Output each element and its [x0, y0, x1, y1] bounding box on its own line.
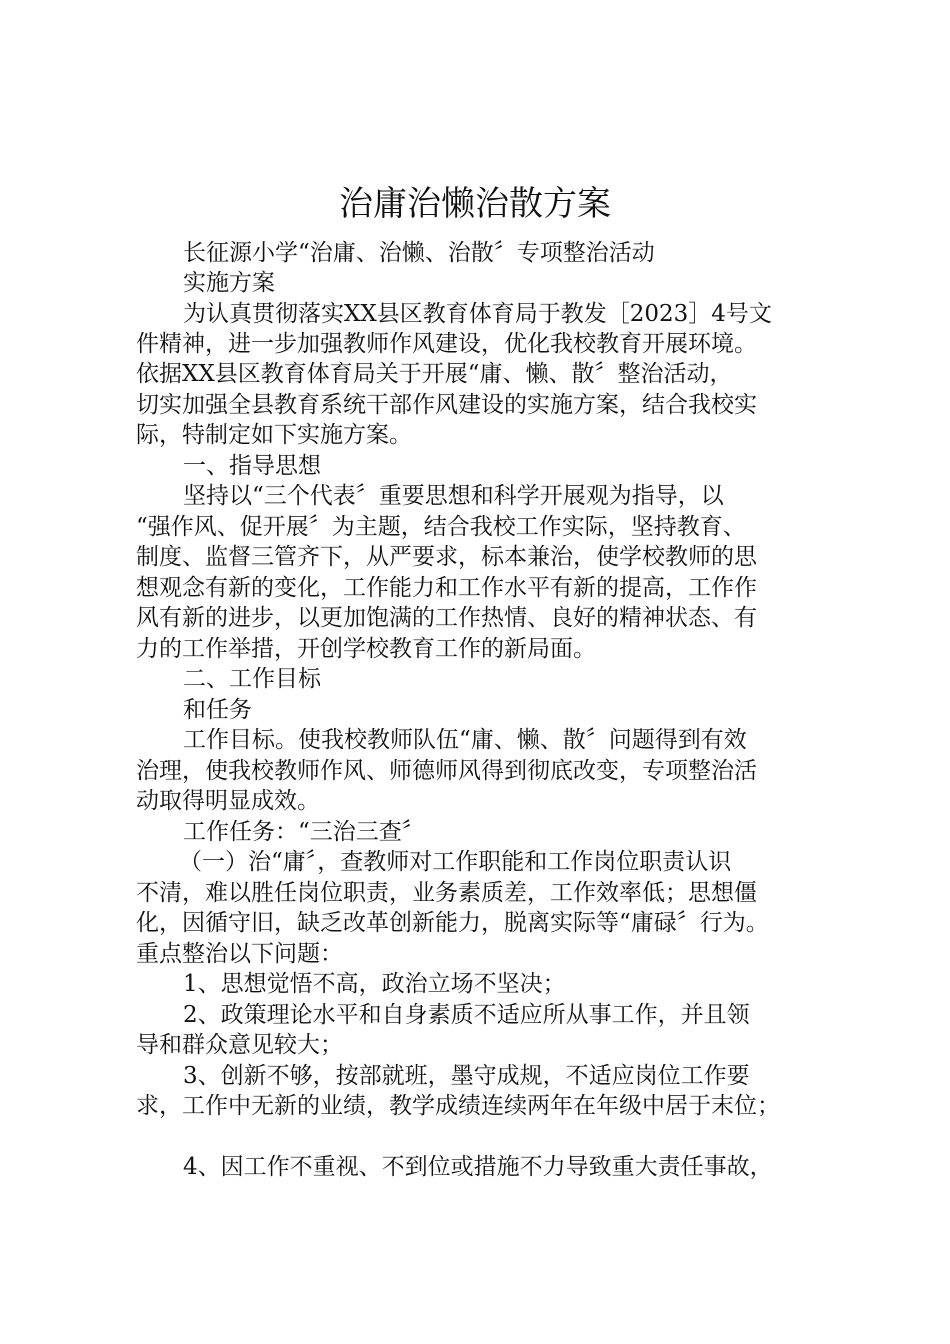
paragraph-line: （一）治“庸〞，查教师对工作职能和工作岗位职责认识 — [179, 849, 732, 875]
list-item: 4、因工作不重视、不到位或措施不力导致重大责任事故， — [183, 1154, 773, 1180]
document-title: 治庸治懒治散方案 — [339, 184, 611, 224]
paragraph-line: 想观念有新的变化，工作能力和工作水平有新的提高，工作作 — [136, 575, 757, 601]
paragraph-line: 制度、监督三管齐下，从严要求，标本兼治，使学校教师的思 — [136, 544, 757, 570]
paragraph-line: 件精神，进一步加强教师作风建设，优化我校教育开展环境。 — [136, 331, 757, 357]
section-heading-2-cont: 和任务 — [183, 697, 252, 723]
paragraph-line: 重点整治以下问题： — [136, 941, 343, 967]
section-heading-2: 二、工作目标 — [183, 666, 321, 692]
paragraph-line: “强作风、促开展〞为主题，结合我校工作实际，坚持教育、 — [136, 514, 746, 540]
list-item: 1、思想觉悟不高，政治立场不坚决； — [183, 971, 566, 997]
subtitle-line-2: 实施方案 — [183, 270, 275, 296]
list-item-cont: 求，工作中无新的业绩，教学成绩连续两年在年级中居于末位； — [136, 1093, 780, 1119]
paragraph-line: 工作任务：“三治三查〞 — [183, 819, 425, 845]
list-item-cont: 导和群众意见较大； — [136, 1032, 343, 1058]
paragraph-line: 为认真贯彻落实XX县区教育体育局于教发［2023］4号文 — [183, 301, 772, 327]
paragraph-line: 依据XX县区教育体育局关于开展“庸、懒、散〞整治活动， — [136, 361, 733, 387]
paragraph-line: 际，特制定如下实施方案。 — [136, 422, 412, 448]
paragraph-line: 治理，使我校教师作风、师德师风得到彻底改变，专项整治活 — [136, 758, 757, 784]
paragraph-line: 工作目标。使我校教师队伍“庸、懒、散〞问题得到有效 — [183, 727, 747, 753]
paragraph-line: 力的工作举措，开创学校教育工作的新局面。 — [136, 636, 596, 662]
paragraph-line: 动取得明显成效。 — [136, 788, 320, 814]
subtitle-line-1: 长征源小学“治庸、治懒、治散〞专项整治活动 — [183, 240, 655, 266]
list-item: 2、政策理论水平和自身素质不适应所从事工作，并且领 — [183, 1002, 750, 1028]
paragraph-line: 不清，难以胜任岗位职责，业务素质差，工作效率低；思想僵 — [136, 880, 757, 906]
list-item: 3、创新不够，按部就班，墨守成规，不适应岗位工作要 — [183, 1063, 750, 1089]
section-heading-1: 一、指导思想 — [183, 453, 321, 479]
paragraph-line: 切实加强全县教育系统干部作风建设的实施方案，结合我校实 — [136, 392, 757, 418]
paragraph-line: 化，因循守旧，缺乏改革创新能力，脱离实际等“庸碌〞行为。 — [136, 910, 769, 936]
paragraph-line: 风有新的进步，以更加饱满的工作热情、良好的精神状态、有 — [136, 605, 757, 631]
paragraph-line: 坚持以“三个代表〞重要思想和科学开展观为指导，以 — [183, 483, 724, 509]
